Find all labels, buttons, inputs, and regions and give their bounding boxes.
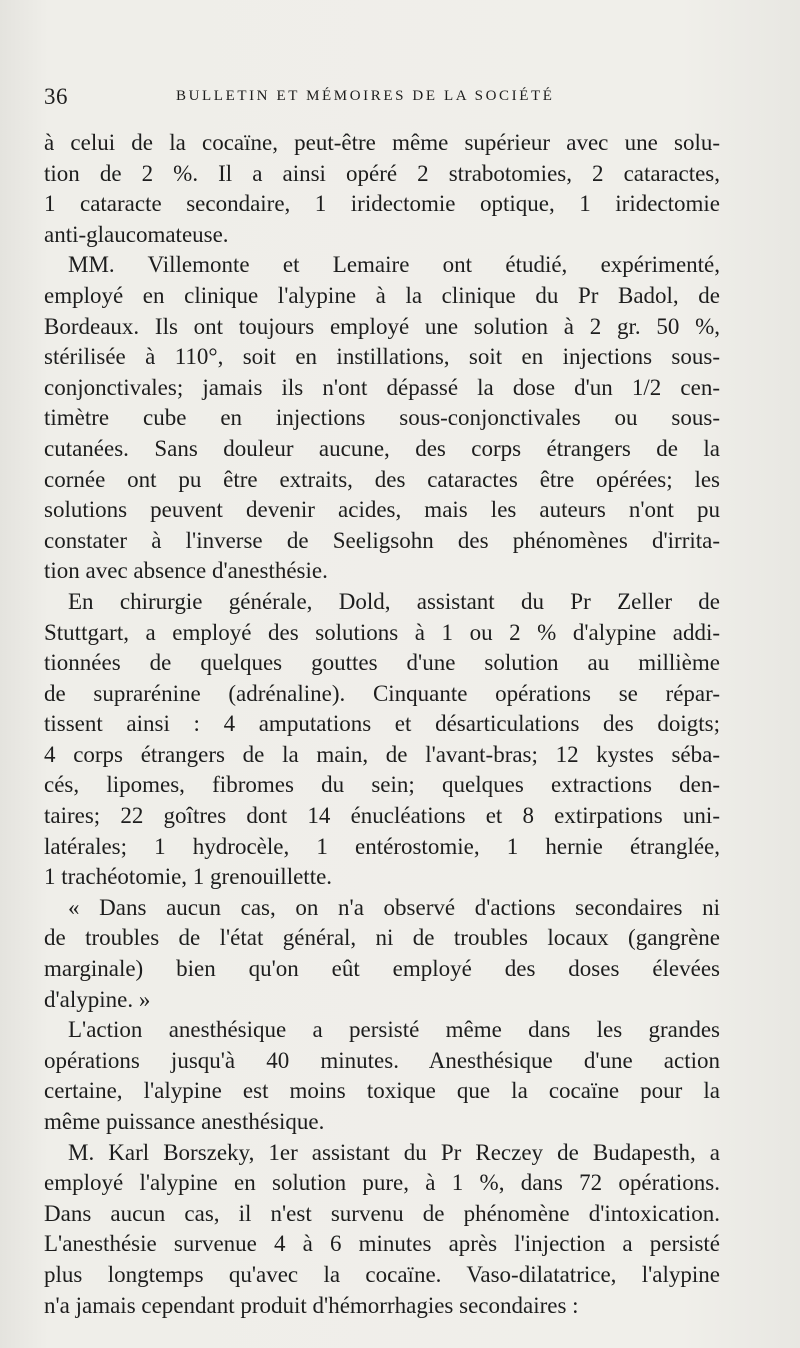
- text-line: cés, lipomes, fibromes du sein; quelques extractions den-: [44, 772, 720, 798]
- paragraph: [44, 250, 720, 587]
- text-line: « Dans aucun cas, on n'a observé d'actions secondaires ni: [68, 894, 720, 920]
- text-line: employé l'alypine en solution pure, à 1 %, dans 72 opérations.: [44, 1170, 720, 1196]
- text-line: MM. Villemonte et Lemaire ont étudié, expérimenté,: [68, 252, 720, 278]
- text-line: L'anesthésie survenue 4 à 6 minutes après l'injection a persisté: [44, 1231, 720, 1257]
- text-line: de suprarénine (adrénaline). Cinquante opérations se répar-: [44, 680, 720, 706]
- page-number: 36: [44, 84, 68, 109]
- running-head: BULLETIN ET MÉMOIRES DE LA SOCIÉTÉ: [176, 88, 555, 104]
- text-line: Dans aucun cas, il n'est survenu de phénomène d'intoxication.: [44, 1200, 720, 1226]
- paragraph: [44, 128, 720, 250]
- paragraph: [44, 587, 720, 893]
- text-line: certaine, l'alypine est moins toxique que la cocaïne pour la: [44, 1078, 720, 1104]
- text-line: L'action anesthésique a persisté même dans les grandes: [68, 1017, 720, 1043]
- text-line: cutanées. Sans douleur aucune, des corps étrangers de la: [44, 435, 720, 461]
- text-line: latérales; 1 hydrocèle, 1 entérostomie, 1 hernie étranglée,: [44, 833, 720, 859]
- text-line: tion avec absence d'anesthésie.: [44, 558, 328, 584]
- text-line: M. Karl Borszeky, 1er assistant du Pr Reczey de Budapesth, a: [68, 1139, 720, 1165]
- text-line: employé en clinique l'alypine à la clinique du Pr Badol, de: [44, 282, 720, 308]
- text-line: n'a jamais cependant produit d'hémorrhagies secondaires :: [44, 1292, 579, 1318]
- text-line: même puissance anesthésique.: [44, 1109, 325, 1134]
- text-line: opérations jusqu'à 40 minutes. Anesthésique d'une action: [44, 1047, 720, 1073]
- text-line: d'alypine. »: [44, 986, 151, 1012]
- text-line: de troubles de l'état général, ni de troubles locaux (gangrène: [44, 925, 720, 951]
- text-line: En chirurgie générale, Dold, assistant du Pr Zeller de: [68, 588, 720, 614]
- page-header: [44, 84, 744, 114]
- text-line: timètre cube en injections sous-conjonctivales ou sous-: [44, 405, 720, 431]
- text-line: Stuttgart, a employé des solutions à 1 ou 2 % d'alypine addi-: [44, 619, 720, 645]
- text-line: tionnées de quelques gouttes d'une solution au millième: [44, 650, 720, 676]
- text-line: plus longtemps qu'avec la cocaïne. Vaso-dilatatrice, l'alypine: [44, 1261, 720, 1287]
- text-line: marginale) bien qu'on eût employé des doses élevées: [44, 956, 720, 982]
- text-line: solutions peuvent devenir acides, mais les auteurs n'ont pu: [44, 497, 720, 523]
- text-line: à celui de la cocaïne, peut-être même supérieur avec une solu-: [44, 130, 720, 155]
- paragraph: [44, 893, 720, 1015]
- text-line: stérilisée à 110°, soit en instillations, soit en injections sous-: [44, 344, 720, 370]
- paragraph: [44, 1138, 720, 1322]
- body-text: [44, 128, 720, 1321]
- text-line: conjonctivales; jamais ils n'ont dépassé la dose d'un 1/2 cen-: [44, 374, 720, 400]
- text-line: Bordeaux. Ils ont toujours employé une solution à 2 gr. 50 %,: [44, 313, 720, 339]
- text-line: anti-glaucomateuse.: [44, 221, 229, 247]
- text-line: taires; 22 goîtres dont 14 énucléations et 8 extirpations uni-: [44, 803, 720, 829]
- text-line: 1 trachéotomie, 1 grenouillette.: [44, 864, 333, 890]
- paragraph: [44, 1015, 720, 1137]
- text-line: 4 corps étrangers de la main, de l'avant-bras; 12 kystes séba-: [44, 741, 720, 767]
- text-line: tissent ainsi : 4 amputations et désarticulations des doigts;: [44, 711, 720, 737]
- text-line: tion de 2 %. Il a ainsi opéré 2 strabotomies, 2 cataractes,: [44, 160, 720, 186]
- text-line: 1 cataracte secondaire, 1 iridectomie optique, 1 iridectomie: [44, 191, 720, 217]
- text-line: constater à l'inverse de Seeligsohn des phénomènes d'irrita-: [44, 527, 720, 553]
- text-line: cornée ont pu être extraits, des cataractes être opérées; les: [44, 466, 720, 492]
